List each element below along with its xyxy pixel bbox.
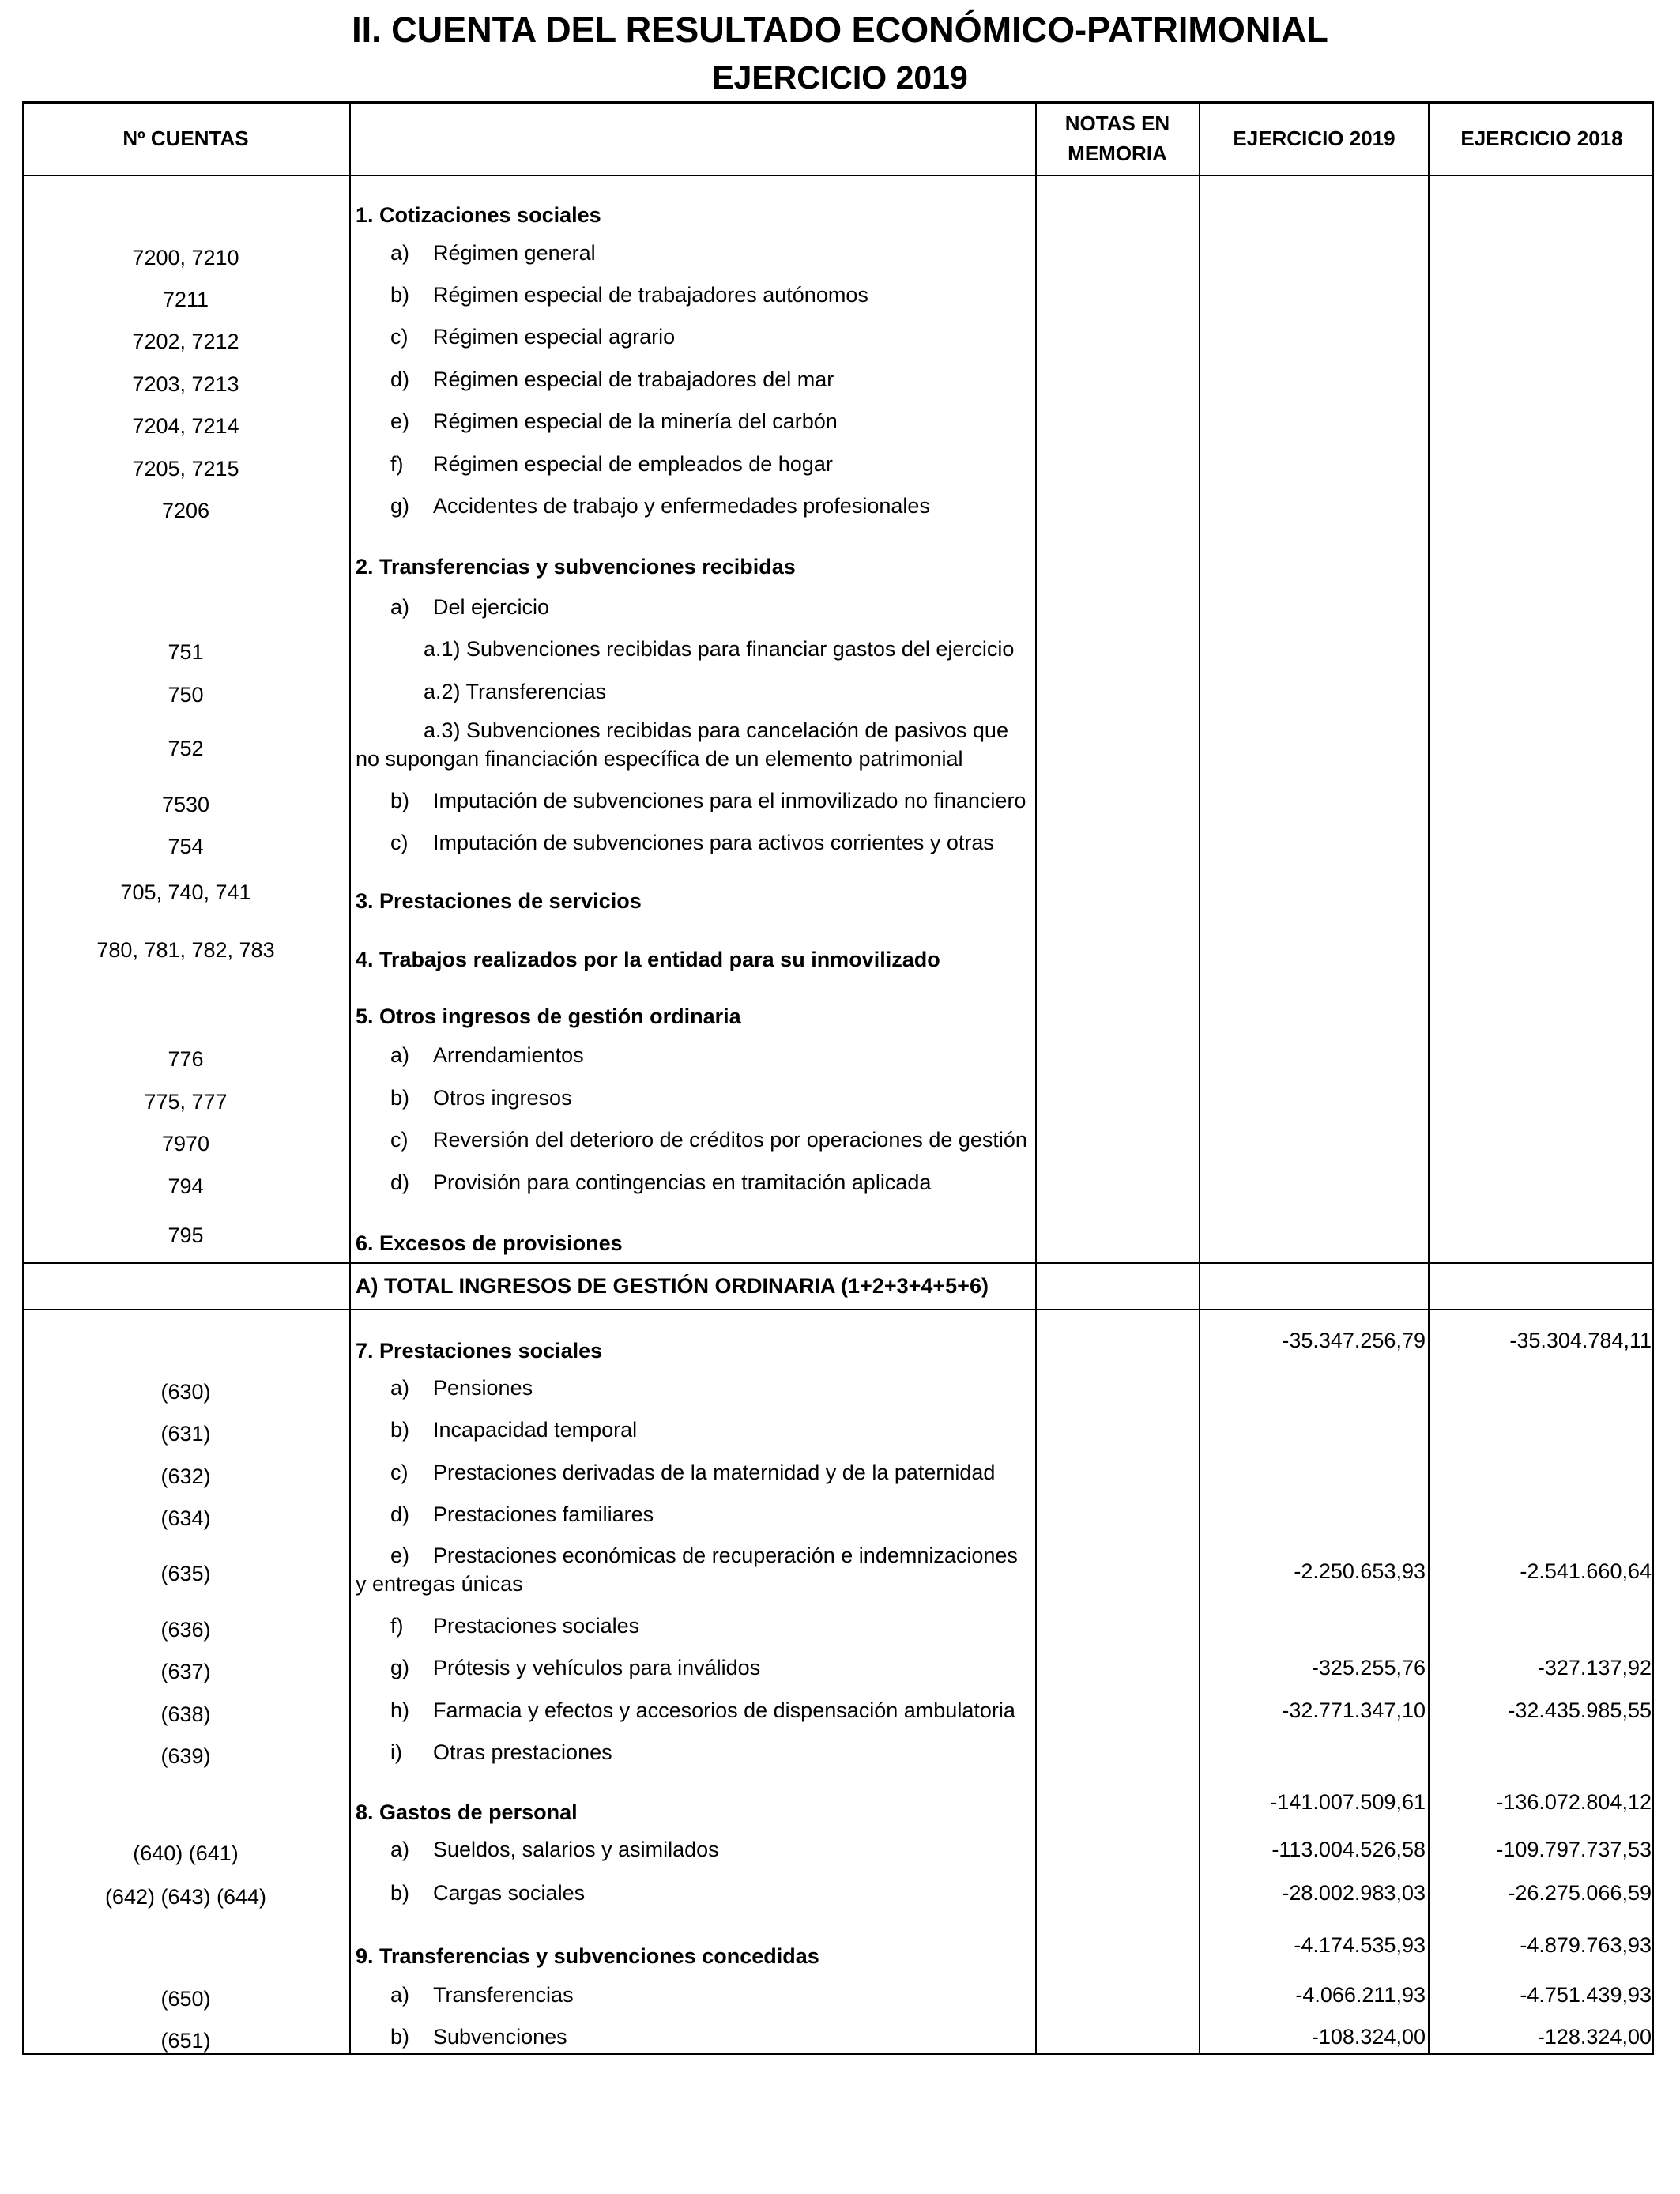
row-item-label: d) bbox=[390, 1171, 410, 1194]
row-heading bbox=[356, 887, 1035, 915]
row-concept bbox=[356, 677, 1103, 706]
row-item-label: c) bbox=[390, 325, 409, 349]
row-item-label: c) bbox=[390, 1461, 409, 1484]
row-concept bbox=[356, 1458, 1070, 1487]
row-text: Sueldos, salarios y asimilados bbox=[433, 1838, 719, 1861]
row-concept bbox=[356, 828, 1070, 857]
row-cuentas: 751 bbox=[168, 640, 204, 664]
value-2018: -327.137,92 bbox=[1537, 1656, 1652, 1679]
row-text: Otras prestaciones bbox=[433, 1740, 612, 1764]
value-2019: -108.324,00 bbox=[1311, 2025, 1426, 2049]
row-concept bbox=[356, 1738, 1070, 1766]
row-text-continuation: y entregas únicas bbox=[356, 1572, 523, 1596]
row-concept bbox=[356, 1653, 1070, 1682]
value-2018: -136.072.804,12 bbox=[1496, 1790, 1652, 1814]
row-item-label: h) bbox=[390, 1698, 410, 1722]
row-text: Prestaciones familiares bbox=[433, 1502, 654, 1526]
value-2019: -113.004.526,58 bbox=[1271, 1838, 1426, 1861]
row-cuentas: 7200, 7210 bbox=[132, 246, 239, 270]
row-text-continuation: no supongan financiación específica de un elemento patrimonial bbox=[356, 747, 963, 771]
row-cuentas: 7205, 7215 bbox=[132, 457, 239, 481]
row-item-label: b) bbox=[390, 1086, 410, 1110]
row-cuentas: (642) (643) (644) bbox=[104, 1885, 267, 1909]
value-2019: -35.347.256,79 bbox=[1282, 1329, 1426, 1352]
row-item-label: a) bbox=[390, 1043, 410, 1067]
row-concept bbox=[356, 1125, 1070, 1154]
row-concept bbox=[356, 1879, 1070, 1907]
total-row-bottom-divider bbox=[22, 1309, 1654, 1310]
row-item-label: a) bbox=[390, 1838, 410, 1861]
row-concept bbox=[356, 593, 1070, 621]
column-divider bbox=[1428, 101, 1430, 2055]
row-text: Pensiones bbox=[433, 1376, 533, 1400]
value-2018: -109.797.737,53 bbox=[1496, 1838, 1652, 1861]
row-heading bbox=[356, 1336, 1035, 1365]
row-heading bbox=[356, 945, 1035, 974]
row-cuentas: 7970 bbox=[161, 1132, 210, 1155]
row-text: Reversión del deterioro de créditos por operaciones de gestión bbox=[433, 1128, 1027, 1152]
row-item-label: b) bbox=[390, 789, 410, 812]
value-2019: -4.066.211,93 bbox=[1295, 1983, 1426, 2007]
value-2019: -32.771.347,10 bbox=[1282, 1698, 1426, 1722]
row-cuentas: (634) bbox=[160, 1506, 211, 1530]
row-text: 2. Transferencias y subvenciones recibidas bbox=[356, 555, 796, 579]
row-heading bbox=[356, 552, 1035, 581]
row-item-label: a) bbox=[390, 595, 410, 619]
row-cuentas: (632) bbox=[160, 1465, 211, 1488]
row-cuentas: (651) bbox=[160, 2029, 211, 2053]
row-item-label: f) bbox=[390, 452, 404, 476]
row-concept bbox=[356, 1696, 1070, 1725]
row-concept bbox=[356, 492, 1070, 520]
row-item-label: c) bbox=[390, 1128, 409, 1152]
row-heading bbox=[356, 1272, 1035, 1300]
row-item-label: f) bbox=[390, 1614, 404, 1638]
header-cuentas: Nº CUENTAS bbox=[122, 126, 249, 150]
row-text: Provisión para contingencias en tramitación aplicada bbox=[433, 1171, 932, 1194]
row-cuentas: 795 bbox=[168, 1223, 204, 1247]
row-cuentas: 7203, 7213 bbox=[132, 372, 239, 396]
report-subtitle: EJERCICIO 2019 bbox=[712, 59, 968, 96]
row-item-label: b) bbox=[390, 283, 410, 307]
row-cuentas: (638) bbox=[160, 1702, 211, 1726]
row-text: a.2) Transferencias bbox=[424, 680, 607, 703]
row-cuentas: (640) (641) bbox=[133, 1842, 239, 1865]
row-concept bbox=[356, 1374, 1070, 1402]
row-text: 3. Prestaciones de servicios bbox=[356, 889, 642, 913]
row-concept bbox=[356, 786, 1070, 815]
row-text: Arrendamientos bbox=[433, 1043, 584, 1067]
value-2019: -28.002.983,03 bbox=[1282, 1881, 1426, 1905]
header-ejercicio-2019: EJERCICIO 2019 bbox=[1233, 126, 1396, 150]
value-2018: -128.324,00 bbox=[1537, 2025, 1652, 2049]
row-heading bbox=[356, 1942, 1035, 1970]
row-text: Imputación de subvenciones para activos corrientes y otras bbox=[433, 831, 994, 854]
row-item-label: b) bbox=[390, 2025, 410, 2049]
row-item-label: d) bbox=[390, 1502, 410, 1526]
row-concept bbox=[356, 1168, 1070, 1197]
value-2019: -4.174.535,93 bbox=[1294, 1933, 1426, 1957]
value-2018: -26.275.066,59 bbox=[1508, 1881, 1652, 1905]
row-text: Otros ingresos bbox=[433, 1086, 572, 1110]
header-ejercicio-2018: EJERCICIO 2018 bbox=[1460, 126, 1623, 150]
row-text: Régimen especial de trabajadores del mar bbox=[433, 368, 834, 391]
row-cuentas: 775, 777 bbox=[144, 1090, 228, 1114]
row-cuentas: 776 bbox=[168, 1047, 204, 1071]
row-item-label: a) bbox=[390, 1983, 410, 2007]
row-cuentas: 754 bbox=[168, 835, 204, 858]
row-text: Cargas sociales bbox=[433, 1881, 586, 1905]
value-2018: -35.304.784,11 bbox=[1509, 1329, 1652, 1352]
row-text: Accidentes de trabajo y enfermedades profesionales bbox=[433, 494, 930, 518]
value-2019: -325.255,76 bbox=[1311, 1656, 1426, 1679]
row-cuentas: 780, 781, 782, 783 bbox=[96, 938, 275, 962]
row-cuentas: 794 bbox=[168, 1174, 204, 1198]
row-concept bbox=[356, 1084, 1070, 1112]
row-item-label: g) bbox=[390, 1656, 410, 1679]
row-concept bbox=[356, 281, 1070, 309]
row-concept bbox=[356, 1500, 1070, 1529]
row-cuentas: 705, 740, 741 bbox=[120, 880, 251, 904]
row-item-label: e) bbox=[390, 1544, 410, 1567]
row-concept bbox=[356, 2022, 1070, 2051]
row-cuentas: (635) bbox=[160, 1562, 211, 1585]
report-title: II. CUENTA DEL RESULTADO ECONÓMICO-PATRIMONIAL bbox=[352, 9, 1328, 50]
value-2018: -2.541.660,64 bbox=[1520, 1559, 1652, 1583]
row-text: Transferencias bbox=[433, 1983, 574, 2007]
row-cuentas: (631) bbox=[160, 1422, 211, 1446]
row-text: 7. Prestaciones sociales bbox=[356, 1339, 603, 1363]
value-2018: -4.751.439,93 bbox=[1520, 1983, 1652, 2007]
header-notas: NOTAS EN MEMORIA bbox=[1064, 111, 1170, 165]
row-concept bbox=[356, 1612, 1070, 1640]
row-text: Incapacidad temporal bbox=[433, 1418, 638, 1442]
row-cuentas: (637) bbox=[160, 1660, 211, 1683]
row-cuentas: 7206 bbox=[161, 499, 210, 522]
row-concept bbox=[356, 239, 1070, 267]
row-cuentas: (650) bbox=[160, 1987, 211, 2011]
column-divider bbox=[1199, 101, 1200, 2055]
row-text: Subvenciones bbox=[433, 2025, 567, 2049]
row-text: 8. Gastos de personal bbox=[356, 1800, 578, 1824]
row-text: 1. Cotizaciones sociales bbox=[356, 203, 601, 227]
row-concept bbox=[356, 1041, 1070, 1069]
row-concept bbox=[356, 635, 1103, 663]
row-cuentas: 752 bbox=[168, 737, 204, 760]
row-concept bbox=[356, 1541, 1070, 1570]
row-text: Del ejercicio bbox=[433, 595, 550, 619]
row-text: Farmacia y efectos y accesorios de dispensación ambulatoria bbox=[433, 1698, 1015, 1722]
row-text: A) TOTAL INGRESOS DE GESTIÓN ORDINARIA (1+2+3+4+5+6) bbox=[356, 1274, 989, 1298]
row-item-label: b) bbox=[390, 1881, 410, 1905]
value-2018: -4.879.763,93 bbox=[1520, 1933, 1652, 1957]
row-text: Prestaciones derivadas de la maternidad y de la paternidad bbox=[433, 1461, 996, 1484]
row-item-label: b) bbox=[390, 1418, 410, 1442]
value-2019: -2.250.653,93 bbox=[1294, 1559, 1426, 1583]
row-concept bbox=[356, 1835, 1070, 1864]
row-heading bbox=[356, 1229, 1035, 1257]
row-concept bbox=[356, 407, 1070, 435]
row-item-label: g) bbox=[390, 494, 410, 518]
row-heading bbox=[356, 201, 1035, 229]
row-text: 9. Transferencias y subvenciones concedidas bbox=[356, 1944, 819, 1968]
row-text: Régimen especial agrario bbox=[433, 325, 676, 349]
row-text: Régimen especial de la minería del carbón bbox=[433, 409, 838, 433]
row-cuentas: (630) bbox=[160, 1380, 211, 1404]
row-text: Régimen especial de empleados de hogar bbox=[433, 452, 833, 476]
total-row-top-divider bbox=[22, 1262, 1654, 1264]
row-concept bbox=[356, 716, 1103, 745]
row-cuentas: 750 bbox=[168, 683, 204, 707]
row-text: Prestaciones sociales bbox=[433, 1614, 640, 1638]
row-cuentas: 7211 bbox=[162, 288, 209, 311]
row-concept bbox=[356, 450, 1070, 478]
row-text: Régimen especial de trabajadores autónomos bbox=[433, 283, 868, 307]
row-text: Prótesis y vehículos para inválidos bbox=[433, 1656, 761, 1679]
row-text: a.3) Subvenciones recibidas para cancelación de pasivos que bbox=[424, 718, 1008, 742]
row-cuentas: 7202, 7212 bbox=[132, 330, 239, 353]
row-concept bbox=[356, 1981, 1070, 2009]
row-item-label: c) bbox=[390, 831, 409, 854]
row-text: Prestaciones económicas de recuperación e indemnizaciones bbox=[433, 1544, 1018, 1567]
row-item-label: d) bbox=[390, 368, 410, 391]
row-text: 6. Excesos de provisiones bbox=[356, 1231, 623, 1255]
column-divider bbox=[349, 101, 351, 2055]
row-cuentas: (636) bbox=[160, 1618, 211, 1642]
row-heading bbox=[356, 1798, 1035, 1826]
value-2018: -32.435.985,55 bbox=[1508, 1698, 1652, 1722]
row-text: a.1) Subvenciones recibidas para financiar gastos del ejercicio bbox=[424, 637, 1015, 661]
row-heading bbox=[356, 1002, 1035, 1031]
row-item-label: e) bbox=[390, 409, 410, 433]
row-item-label: i) bbox=[390, 1740, 402, 1764]
row-cuentas: 7204, 7214 bbox=[132, 414, 239, 438]
row-text: 5. Otros ingresos de gestión ordinaria bbox=[356, 1005, 741, 1028]
row-text: Régimen general bbox=[433, 241, 596, 265]
row-cuentas: (639) bbox=[160, 1744, 211, 1768]
row-concept bbox=[356, 1416, 1070, 1444]
row-cuentas: 7530 bbox=[161, 793, 210, 816]
row-item-label: a) bbox=[390, 241, 410, 265]
row-item-label: a) bbox=[390, 1376, 410, 1400]
row-text: 4. Trabajos realizados por la entidad para su inmovilizado bbox=[356, 948, 940, 971]
row-text: Imputación de subvenciones para el inmovilizado no financiero bbox=[433, 789, 1026, 812]
row-concept bbox=[356, 322, 1070, 351]
value-2019: -141.007.509,61 bbox=[1270, 1790, 1426, 1814]
row-concept bbox=[356, 365, 1070, 394]
